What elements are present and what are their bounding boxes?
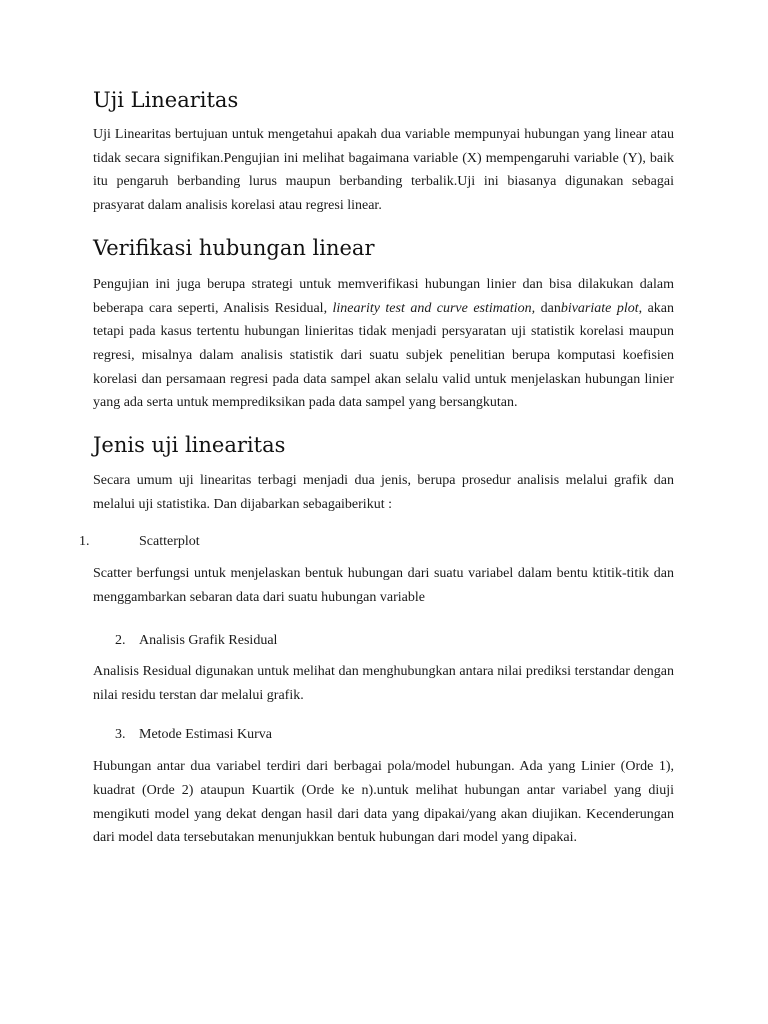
verifikasi-text-3: , akan tetapi pada kasus tertentu hubungan linieritas tidak menjadi persyaratan uji statistik korelasi maupun regresi, misalnya dalam analisis statistik dari suatu subjek penelitian berupa komputasi koefisien korelasi dan persamaan regresi pada data sampel akan selalu valid untuk menjelaskan hubungan linier yang ada serta untuk memprediksikan pada data sampel yang bersangkutan. xyxy=(93,300,674,411)
document-content xyxy=(79,86,674,850)
paragraph-scatterplot: Scatter berfungsi untuk menjelaskan bentuk hubungan dari suatu variabel dalam bentu ktitik-titik dan menggambarkan sebaran data dari suatu hubungan variable xyxy=(93,566,674,606)
heading-verifikasi: Verifikasi hubungan linear xyxy=(93,235,375,260)
verifikasi-text-2: dan xyxy=(535,300,561,316)
verifikasi-italic-1: linearity test and curve estimation, xyxy=(332,300,536,316)
list-title-1: Scatterplot xyxy=(139,534,200,550)
list-number-2: 2. xyxy=(115,632,126,648)
paragraph-verifikasi xyxy=(93,273,674,415)
list-title-3: Metode Estimasi Kurva xyxy=(139,727,272,743)
paragraph-uji-linearitas: Uji Linearitas bertujuan untuk mengetahui apakah dua variable mempunyai hubungan yang linear atau tidak secara signifikan.Pengujian ini melihat bagaimana variable (X) mempengaruhi variable (Y), baik itu pengaruh berbanding lurus maupun berbanding terbalik.Uji ini biasanya digunakan sebagai prasyarat dalam analisis korelasi atau regresi linear. xyxy=(93,127,674,214)
heading-jenis-uji: Jenis uji linearitas xyxy=(93,433,286,458)
paragraph-jenis-uji-intro: Secara umum uji linearitas terbagi menjadi dua jenis, berupa prosedur analisis melalui grafik dan melalui uji statistika. Dan dijabarkan sebagaiberikut : xyxy=(93,473,674,512)
list-item-1 xyxy=(79,532,674,552)
list-title-2: Analisis Grafik Residual xyxy=(139,632,278,648)
list-item-2 xyxy=(93,631,674,651)
list-item-3 xyxy=(93,725,674,745)
verifikasi-italic-2: bivariate plot xyxy=(560,300,639,316)
list-number-3: 3. xyxy=(115,727,126,743)
paragraph-residual: Analisis Residual digunakan untuk melihat dan menghubungkan antara nilai prediksi terstandar dengan nilai residu terstan dar melalui grafik. xyxy=(93,663,674,703)
list-number-1: 1. xyxy=(79,534,90,550)
paragraph-estimasi-kurva: Hubungan antar dua variabel terdiri dari berbagai pola/model hubungan. Ada yang Linier (Orde 1), kuadrat (Orde 2) ataupun Kuartik (Orde ke n).untuk melihat hubungan antar variabel yang diuji mengikuti model yang dekat dengan hasil dari data yang dipakai/yang akan diujikan. Kecenderungan dari model data tersebutakan menunjukkan bentuk hubungan dari model yang dipakai. xyxy=(93,759,674,846)
verifikasi-text-1: Pengujian ini juga berupa strategi untuk memverifikasi hubungan linier dan bisa dilakukan dalam beberapa cara seperti, Analisis Residual, xyxy=(93,276,674,316)
heading-uji-linearitas: Uji Linearitas xyxy=(93,88,239,112)
